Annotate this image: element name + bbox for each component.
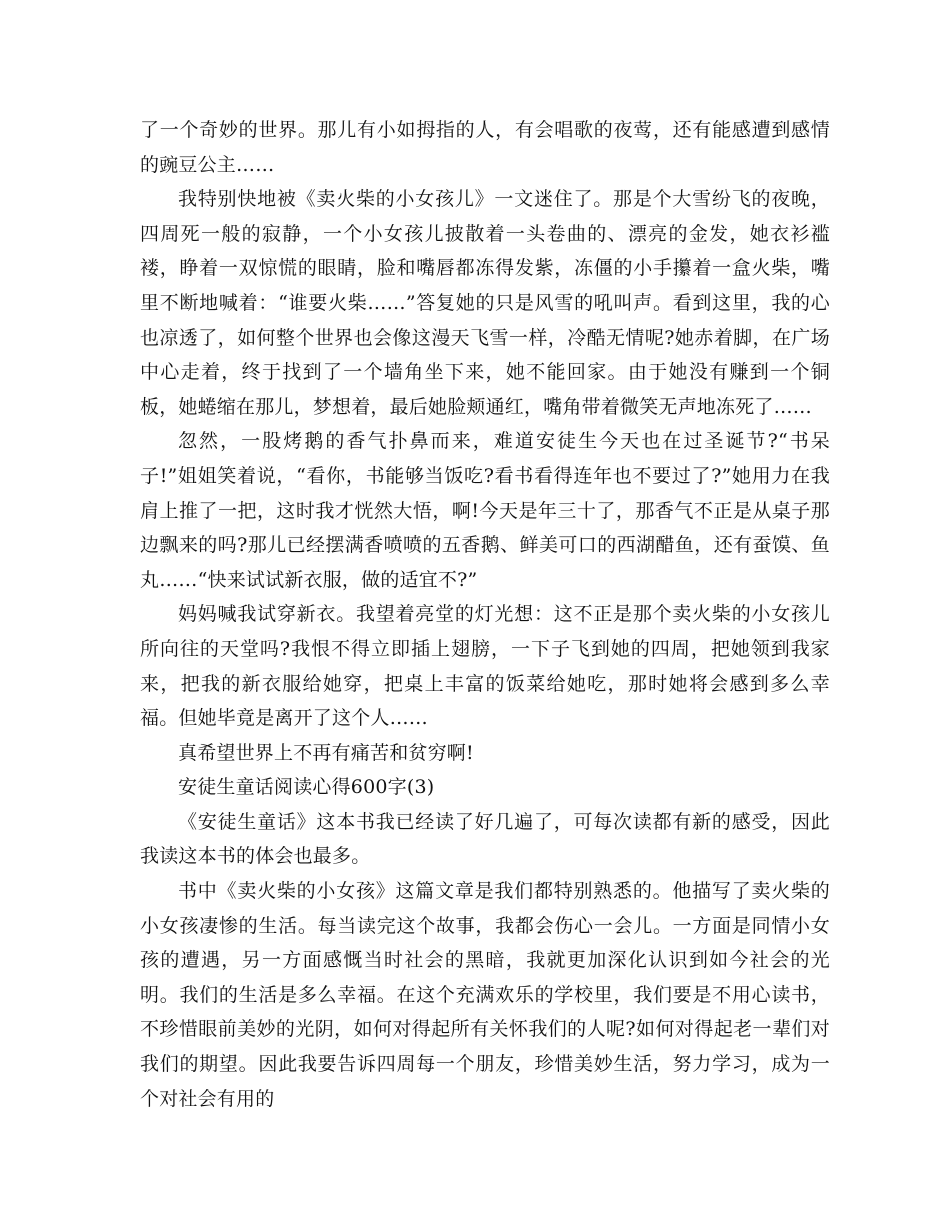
paragraph-3: 忽然，一股烤鹅的香气扑鼻而来，难道安徒生今天也在过圣诞节?“书呆子!”姐姐笑着说，“看你，书能够当饭吃?看书看得连年也不要过了?”她用力在我肩上推了一把，这时我才恍然大悟，啊!今天是年三十了，那香气不正是从桌子那边飘来的吗?那儿已经摆满香喷喷的五香鹅、鲜美可口的西湖醋鱼，还有蚕馍、鱼丸……“快来试试新衣服，做的适宜不?” <box>140 430 830 591</box>
paragraph-2: 我特别快地被《卖火柴的小女孩儿》一文迷住了。那是个大雪纷飞的夜晚，四周死一般的寂静，一个小女孩儿披散着一头卷曲的、漂亮的金发，她衣衫褴褛，睁着一双惊慌的眼睛，脸和嘴唇都冻得发紫，冻僵的小手攥着一盒火柴，嘴里不断地喊着：“谁要火柴……”答复她的只是风雪的吼叫声。看到这里，我的心也凉透了，如何整个世界也会像这漫天飞雪一样，冷酷无情呢?她赤着脚，在广场中心走着，终于找到了一个墙角坐下来，她不能回家。由于她没有赚到一个铜板，她蜷缩在那儿，梦想着，最后她脸颊通红，嘴角带着微笑无声地冻死了…… <box>140 188 830 418</box>
paragraph-1: 了一个奇妙的世界。那儿有小如拇指的人，有会唱歌的夜莺，还有能感遭到感情的豌豆公主…… <box>140 119 830 176</box>
paragraph-7: 书中《卖火柴的小女孩》这篇文章是我们都特别熟悉的。他描写了卖火柴的小女孩凄惨的生活。每当读完这个故事，我都会伤心一会儿。一方面是同情小女孩的遭遇，另一方面感慨当时社会的黑暗，我就更加深化认识到如今社会的光明。我们的生活是多么幸福。在这个充满欢乐的学校里，我们要是不用心读书，不珍惜眼前美妙的光阴，如何对得起所有关怀我们的人呢?如何对得起老一辈们对我们的期望。因此我要告诉四周每一个朋友，珍惜美妙生活，努力学习，成为一个对社会有用的 <box>140 880 830 1110</box>
paragraph-4: 妈妈喊我试穿新衣。我望着亮堂的灯光想：这不正是那个卖火柴的小女孩儿所向往的天堂吗?我恨不得立即插上翅膀，一下子飞到她的四周，把她领到我家来，把我的新衣服给她穿，把桌上丰富的饭菜给她吃，那时她将会感到多么幸福。但她毕竟是离开了这个人…… <box>140 603 830 730</box>
paragraph-5: 真希望世界上不再有痛苦和贫穷啊! <box>178 741 474 764</box>
document-body <box>140 113 830 1116</box>
paragraph-6: 《安徒生童话》这本书我已经读了好几遍了，可每次读都有新的感受，因此我读这本书的体会也最多。 <box>140 810 830 868</box>
section-heading: 安徒生童话阅读心得600字(3) <box>178 776 435 799</box>
